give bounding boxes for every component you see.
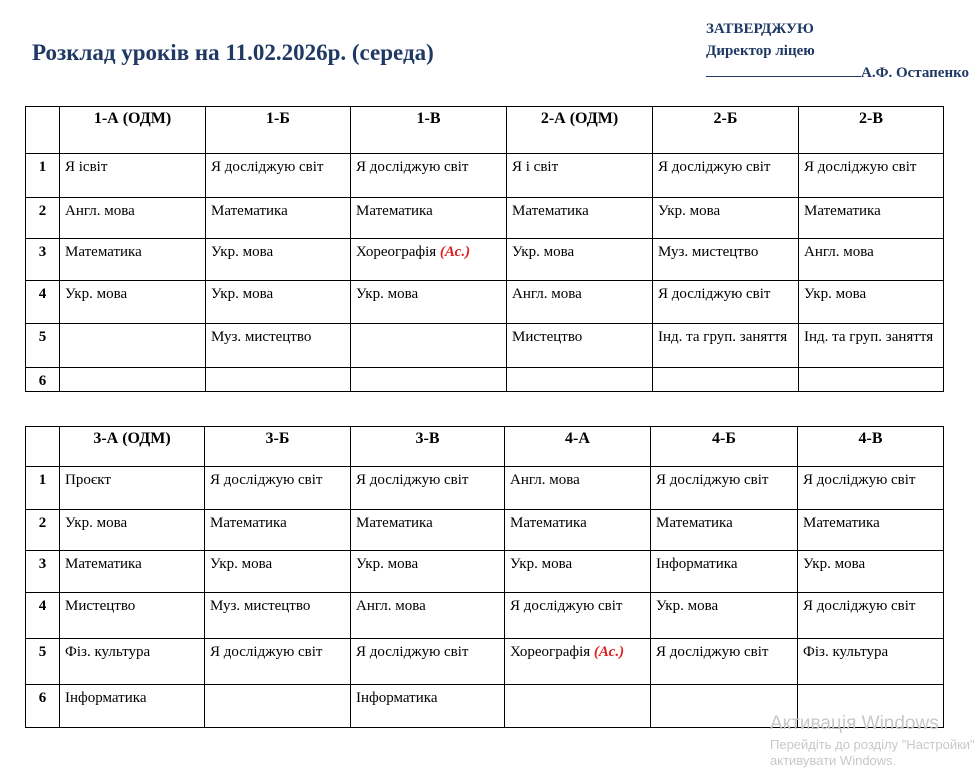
lesson-cell: Математика [60,239,206,281]
class-header: 4-В [798,427,944,467]
lesson-number: 1 [26,467,60,510]
watermark-title: Активація Windows [770,713,939,734]
lesson-cell: Укр. мова [206,281,351,324]
lesson-cell: Я досліджую світ [651,639,798,685]
lesson-cell: Укр. мова [206,239,351,281]
lesson-number: 4 [26,593,60,639]
table-header-row [26,427,944,467]
lesson-number: 2 [26,198,60,239]
lesson-cell: Я досліджую світ [798,593,944,639]
lesson-number: 6 [26,368,60,392]
lesson-cell: Англ. мова [799,239,944,281]
table-row [26,551,944,593]
lesson-cell: Математика [351,198,507,239]
lesson-cell: Я ісвіт [60,154,206,198]
class-header: 1-Б [206,107,351,154]
lesson-cell: Інформатика [351,685,505,728]
lesson-number: 5 [26,639,60,685]
lesson-cell: Математика [507,198,653,239]
table-row [26,368,944,392]
lesson-cell: Укр. мова [505,551,651,593]
lesson-cell: Я досліджую світ [205,467,351,510]
approval-block [706,18,977,84]
lesson-cell: Укр. мова [799,281,944,324]
table-row [26,467,944,510]
approval-position: Директор ліцею [706,43,815,59]
lesson-cell: Я досліджую світ [206,154,351,198]
corner-cell [26,107,60,154]
table-row [26,281,944,324]
lesson-cell: Укр. мова [507,239,653,281]
lesson-cell: Математика [206,198,351,239]
lesson-number: 1 [26,154,60,198]
lesson-cell: Математика [798,510,944,551]
class-header: 2-В [799,107,944,154]
lesson-cell: Інд. та груп. заняття [653,324,799,368]
lesson-cell: Укр. мова [60,281,206,324]
class-header: 2-А (ОДМ) [507,107,653,154]
lesson-cell: Укр. мова [351,281,507,324]
lesson-cell [351,239,507,281]
lesson-cell: Я досліджую світ [799,154,944,198]
lesson-cell: Мистецтво [507,324,653,368]
lesson-cell: Інформатика [651,551,798,593]
lesson-cell: Укр. мова [351,551,505,593]
class-header: 3-В [351,427,505,467]
lesson-cell: Математика [351,510,505,551]
lesson-cell [60,368,206,392]
lesson-cell: Я досліджую світ [351,154,507,198]
lesson-cell: Проєкт [60,467,205,510]
class-header: 2-Б [653,107,799,154]
class-header: 4-Б [651,427,798,467]
lesson-cell: Укр. мова [651,593,798,639]
lesson-cell: Я досліджую світ [798,467,944,510]
table-row [26,593,944,639]
lesson-number: 4 [26,281,60,324]
lesson-cell [60,324,206,368]
schedule-table-grades-1-2 [25,106,944,392]
table-row [26,239,944,281]
lesson-cell: Математика [799,198,944,239]
watermark-line: активувати Windows. [770,753,897,768]
lesson-cell: Мистецтво [60,593,205,639]
class-header: 4-А [505,427,651,467]
windows-activation-watermark [770,712,975,768]
class-header: 1-А (ОДМ) [60,107,206,154]
lesson-cell: Математика [205,510,351,551]
lesson-cell: Англ. мова [60,198,206,239]
lesson-cell [205,685,351,728]
lesson-number: 5 [26,324,60,368]
table-row [26,324,944,368]
page-title: Розклад уроків на 11.02.2026р. (середа) [32,40,434,65]
watermark-line: Перейдіть до розділу "Настройки" [770,737,975,752]
class-header: 1-В [351,107,507,154]
lesson-cell [206,368,351,392]
lesson-cell: Я досліджую світ [505,593,651,639]
lesson-number: 6 [26,685,60,728]
lesson-cell [653,368,799,392]
lesson-cell: Укр. мова [798,551,944,593]
lesson-cell: Я досліджую світ [351,467,505,510]
schedule-table-grades-3-4 [25,426,944,728]
lesson-cell: Математика [651,510,798,551]
lesson-cell: Я і світ [507,154,653,198]
lesson-cell [351,324,507,368]
lesson-cell: Укр. мова [653,198,799,239]
lesson-subject: Хореографія [510,644,591,660]
lesson-cell [505,685,651,728]
lesson-cell [505,639,651,685]
lesson-cell: Математика [60,551,205,593]
lesson-cell: Англ. мова [505,467,651,510]
lesson-cell: Муз. мистецтво [206,324,351,368]
lesson-cell: Я досліджую світ [653,154,799,198]
signature-line [706,62,861,77]
corner-cell [26,427,60,467]
table-row [26,510,944,551]
lesson-cell: Укр. мова [60,510,205,551]
lesson-cell: Математика [505,510,651,551]
lesson-cell: Інформатика [60,685,205,728]
approval-heading: ЗАТВЕРДЖУЮ [706,21,814,37]
lesson-cell: Укр. мова [205,551,351,593]
lesson-cell: Англ. мова [507,281,653,324]
lesson-cell: Я досліджую світ [205,639,351,685]
lesson-cell [507,368,653,392]
class-header: 3-Б [205,427,351,467]
lesson-number: 2 [26,510,60,551]
lesson-cell [799,368,944,392]
table-header-row [26,107,944,154]
lesson-cell: Я досліджую світ [351,639,505,685]
table-row [26,198,944,239]
assistant-note: (Ас.) [439,244,471,260]
lesson-cell: Англ. мова [351,593,505,639]
lesson-cell [351,368,507,392]
lesson-cell: Муз. мистецтво [205,593,351,639]
table-row [26,639,944,685]
lesson-cell: Я досліджую світ [653,281,799,324]
lesson-number: 3 [26,239,60,281]
assistant-note: (Ас.) [593,644,625,660]
lesson-cell: Фіз. культура [798,639,944,685]
lesson-subject: Хореографія [356,244,437,260]
lesson-cell: Муз. мистецтво [653,239,799,281]
table-row [26,154,944,198]
lesson-number: 3 [26,551,60,593]
approval-signature [706,62,977,84]
signature-name: А.Ф. Остапенко [861,65,970,81]
lesson-cell: Я досліджую світ [651,467,798,510]
class-header: 3-А (ОДМ) [60,427,205,467]
lesson-cell: Фіз. культура [60,639,205,685]
lesson-cell: Інд. та груп. заняття [799,324,944,368]
